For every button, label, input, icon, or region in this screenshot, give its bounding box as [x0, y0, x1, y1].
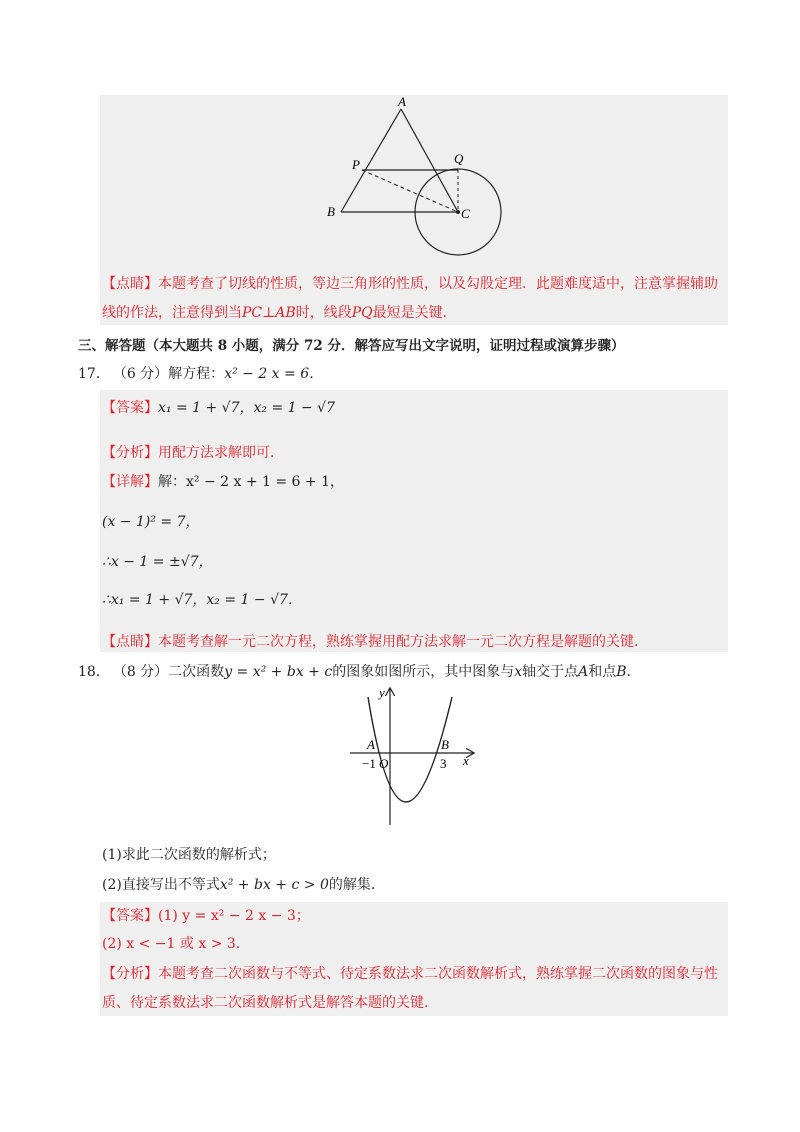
q18-analysis-line2: 质、待定系数法求二次函数解析式是解答本题的关键．: [102, 995, 438, 1011]
label-c: C: [461, 206, 470, 221]
y-axis-label: y: [379, 685, 385, 700]
q18-answer1: 【答案】(1) y = x² − 2 x − 3；: [102, 908, 310, 924]
label-b: B: [327, 204, 335, 219]
q17-answer: 【答案】x₁ = 1 + √7，x₂ = 1 − √7: [102, 400, 336, 416]
q17-analysis: 【分析】用配方法求解即可．: [102, 445, 284, 461]
q18-analysis-line1: 【分析】本题考查二次函数与不等式、待定系数法求二次函数解析式，熟练掌握二次函数的图象与性: [102, 966, 718, 982]
q18-answer2: (2) x < −1 或 x > 3．: [102, 936, 250, 952]
q17-step1: (x − 1)² = 7，: [102, 514, 200, 530]
q17-step3: ∴x₁ = 1 + √7，x₂ = 1 − √7．: [102, 592, 302, 608]
side-ab: [341, 109, 401, 212]
q17-comment: 【点睛】本题考查解一元二次方程，熟练掌握用配方法求解一元二次方程是解题的关键．: [102, 634, 648, 650]
point-a-label: A: [367, 737, 375, 752]
label-a: A: [398, 95, 406, 109]
parabola-graph: [345, 683, 485, 828]
origin-label: O: [379, 756, 389, 771]
q17-detail: 【详解】解：x² − 2 x + 1 = 6 + 1，: [102, 474, 345, 490]
triangle-circle-figure: [320, 95, 520, 260]
q16-comment-line2: 线的作法，注意得到当PC⊥AB时，线段PQ最短是关键．: [102, 305, 457, 321]
point-b-label: B: [441, 737, 449, 752]
section-heading: 三、解答题（本大题共 8 小题，满分 72 分．解答应写出文字说明，证明过程或演算步骤）: [78, 338, 625, 354]
point-c: [456, 210, 460, 214]
label-q: Q: [454, 151, 464, 166]
q17-prompt: 17． （6 分）解方程：x² − 2 x = 6．: [78, 366, 324, 382]
tick-3: 3: [440, 756, 447, 771]
comment-tag: 【点睛】: [102, 276, 158, 292]
q18-sub2: (2)直接写出不等式x² + bx + c > 0的解集．: [102, 877, 385, 893]
x-axis-label: x: [463, 753, 469, 768]
q17-step2: ∴x − 1 = ±√7，: [102, 554, 213, 570]
q18-prompt: 18． （8 分）二次函数y = x² + bx + c的图象如图所示，其中图象与x轴交于点A和点B．: [78, 664, 641, 680]
q18-sub1: (1)求此二次函数的解析式；: [102, 847, 276, 863]
tick-neg1: −1: [362, 756, 376, 771]
label-p: P: [352, 157, 360, 172]
parabola-curve: [368, 697, 452, 802]
side-ac: [401, 109, 458, 212]
dashed-pc: [362, 170, 458, 212]
q16-comment-line1: 【点睛】本题考查了切线的性质，等边三角形的性质，以及勾股定理．此题难度适中，注意掌握辅助: [102, 276, 718, 292]
